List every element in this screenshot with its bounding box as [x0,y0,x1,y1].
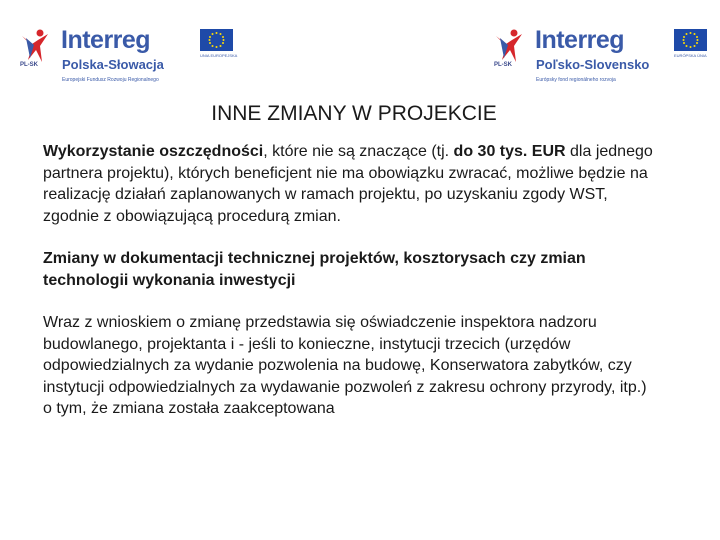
program-tagline: Európsky fond regionálneho rozvoja [536,77,616,83]
program-tagline: Europejski Fundusz Rozwoju Regionalnego [62,77,159,83]
emblem-code: PL-SK [20,62,38,68]
slide-body [43,141,653,420]
paragraph-text: dla jednego partnera projektu), których beneficjent nie ma obowiązku zwracać, możliwe będzie na realizację działań zaplanowanych w ramach projektu, po uzyskaniu zgody WST, zgodnie z obowiązującą procedurą zmian. [43,143,653,225]
paragraph-technical-changes [43,248,653,291]
eu-flag-icon [674,29,707,51]
interreg-logo-sk [492,26,717,86]
brand-name: Interreg [61,26,151,54]
brand-name: Interreg [535,26,625,54]
program-name: Poľsko-Slovensko [536,57,650,72]
bold-text: Wykorzystanie oszczędności [43,143,264,160]
paragraph-declarations: Wraz z wnioskiem o zmianę przedstawia się oświadczenie inspektora nadzoru budowlanego, projektanta i - jeśli to konieczne, instytucji trzecich (urzędów odpowiedzialnych za wydanie pozwolenia na budowę, Konserwatora zabytków, czy instytucji odpowiedzialnych za wydawanie pozwoleń z zakresu ochrony przyrody, itp.) o tym, że zmiana została zaakceptowana [43,314,647,417]
bold-text: do 30 tys. EUR [453,143,566,160]
bold-text: Zmiany w dokumentacji technicznej projektów, kosztorysach czy zmian technologii wykonania inwestycji [43,250,586,289]
paragraph-savings [43,141,653,227]
interreg-logo-pl [18,26,243,86]
eu-caption: EURÓPSKA ÚNIA [674,53,707,58]
paragraph-text: , które nie są znaczące (tj. [263,143,454,160]
program-name: Polska-Słowacja [62,57,164,72]
slide-title: INNE ZMIANY W PROJEKCIE [211,102,497,125]
interreg-person-emblem-icon [492,28,526,78]
eu-caption: UNIA EUROPEJSKA [200,53,238,58]
interreg-person-emblem-icon [18,28,52,78]
emblem-code: PL-SK [494,62,512,68]
eu-flag-icon [200,29,233,51]
